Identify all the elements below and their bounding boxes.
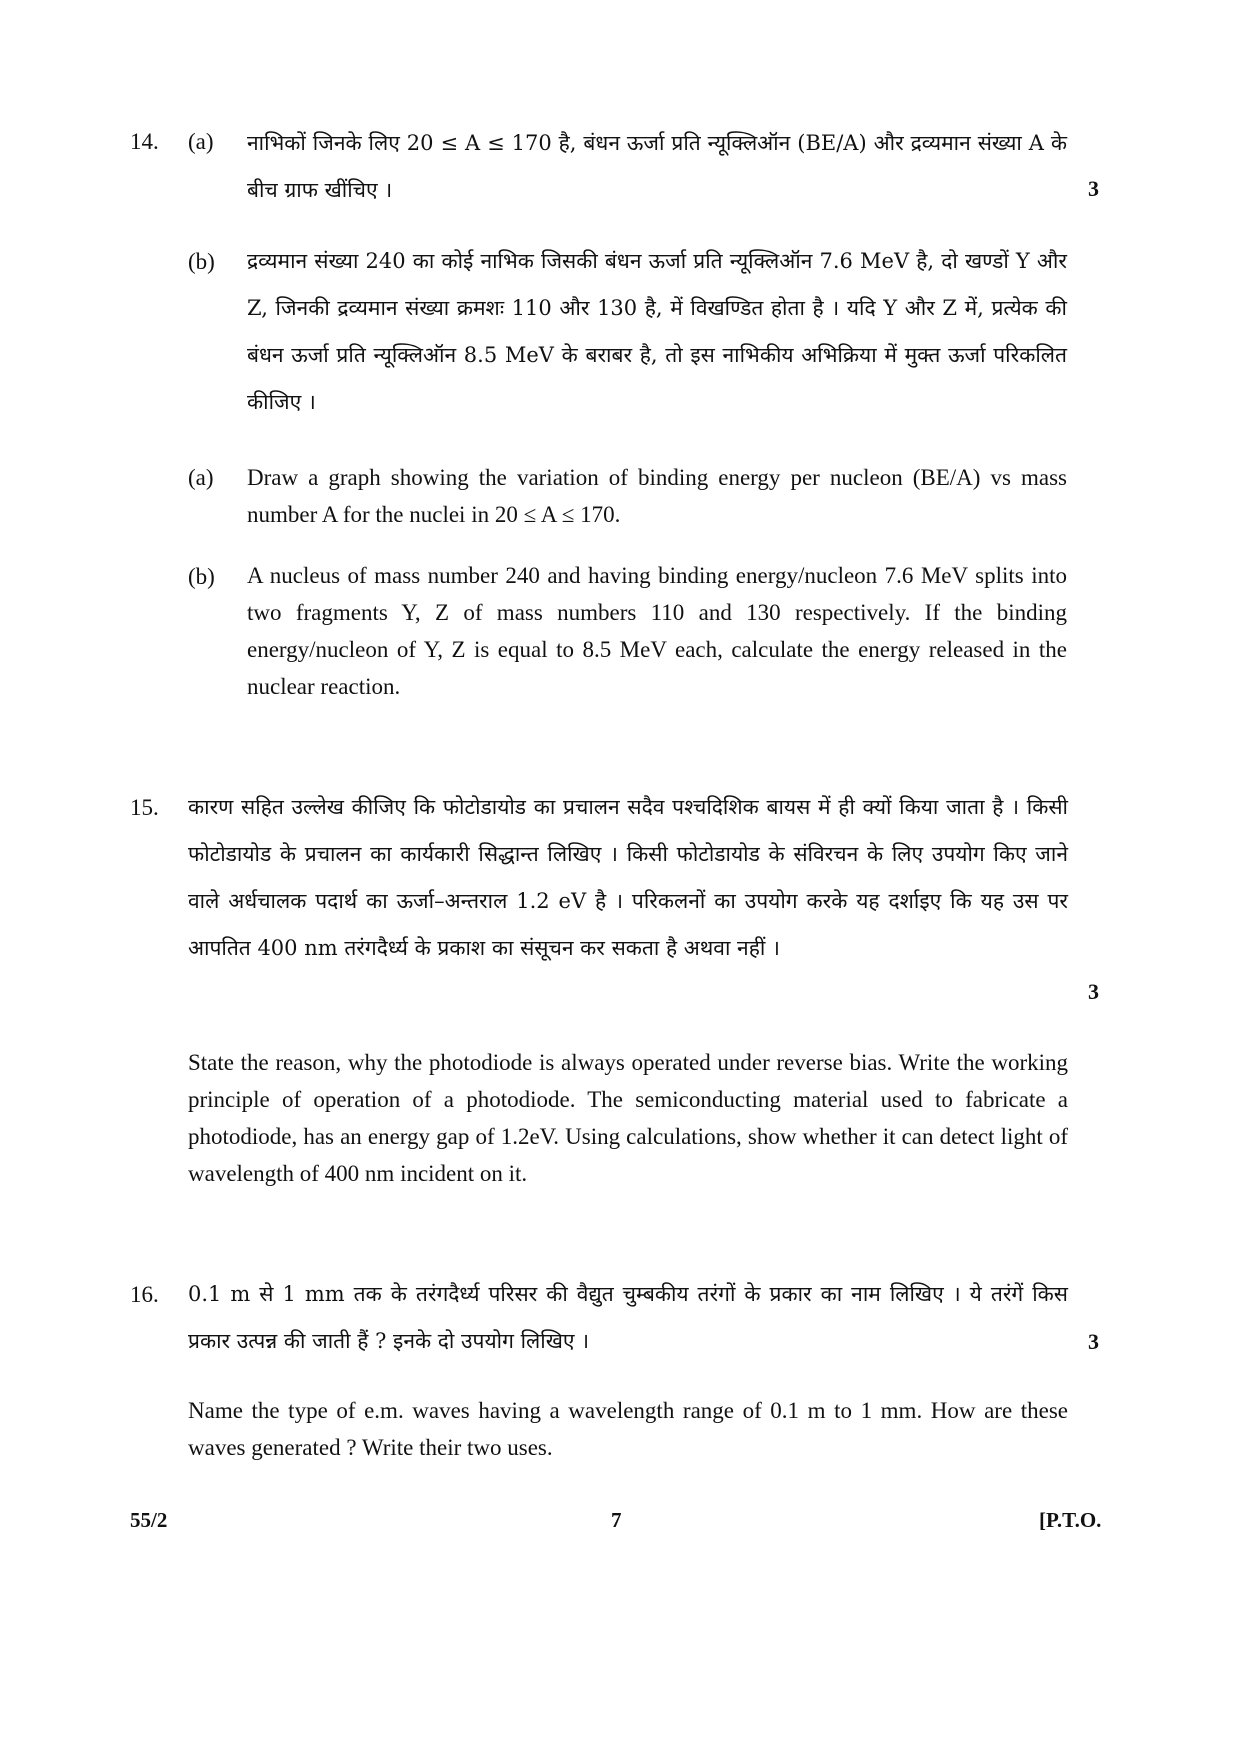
q16-marks: 3 [1088, 1329, 1099, 1354]
q15-hindi-text: कारण सहित उल्लेख कीजिए कि फोटोडायोड का प्रचालन सदैव पश्चदिशिक बायस में ही क्यों किया जाता है । किसी फोटोडायोड के प्रचालन का कार्यकारी सिद्धान्त लिखिए । किसी फोटोडायोड के संविरचन के लिए उपयोग किए जाने वाले अर्धचालक पदार्थ का ऊर्जा–अन्तराल 1.2 eV है । परिकलनों का उपयोग करके यह दर्शाइए कि यह उस पर आपतित 400 nm तरंगदैर्ध्य के प्रकाश का संसूचन कर सकता है अथवा नहीं । [188, 795, 1068, 960]
q14-english-part-b: A nucleus of mass number 240 and having binding energy/nucleon 7.6 MeV splits into two fragments Y, Z of mass numbers 110 and 130 respectively. If the binding energy/nucleon of Y, Z is equal to 8.5 MeV each, calculate the energy released in the nuclear reaction. [247, 563, 1067, 699]
q16-hindi-text: 0.1 m से 1 mm तक के तरंगदैर्ध्य परिसर की वैद्युत चुम्बकीय तरंगों के प्रकार का नाम लिखिए । ये तरंगें किस प्रकार उत्पन्न की जाती हैं ? इनके दो उपयोग लिखिए । [188, 1282, 1068, 1353]
footer-page-number: 7 [611, 1508, 622, 1532]
question-16-number: 16. [130, 1282, 159, 1307]
q14-hindi-part-a: नाभिकों जिनके लिए 20 ≤ A ≤ 170 है, बंधन ऊर्जा प्रति न्यूक्लिऑन (BE/A) और द्रव्यमान संख्या A के बीच ग्राफ खींचिए । [247, 131, 1067, 202]
q14-hi-b-label: (b) [188, 249, 215, 274]
footer-paper-code: 55/2 [130, 1508, 168, 1532]
q14-en-a-label: (a) [188, 465, 214, 490]
question-15-number: 15. [130, 795, 159, 820]
q15-english-text: State the reason, why the photodiode is always operated under reverse bias. Write the working principle of operation of a photodiode. The semiconducting material used to fabricate a photodiode, has an energy gap of 1.2eV. Using calculations, show whether it can detect light of wavelength of 400 nm incident on it. [188, 1050, 1068, 1186]
question-14-number: 14. [130, 129, 159, 154]
q16-english-text: Name the type of e.m. waves having a wavelength range of 0.1 m to 1 mm. How are these waves generated ? Write their two uses. [188, 1398, 1068, 1460]
q15-marks: 3 [1088, 979, 1099, 1004]
q14-hi-a-label: (a) [188, 129, 214, 154]
footer-pto: [P.T.O. [1039, 1508, 1102, 1532]
q14-en-b-label: (b) [188, 564, 215, 589]
q14-english-part-a: Draw a graph showing the variation of binding energy per nucleon (BE/A) vs mass number A for the nuclei in 20 ≤ A ≤ 170. [247, 465, 1067, 527]
q14-marks: 3 [1088, 176, 1099, 201]
q14-hindi-part-b: द्रव्यमान संख्या 240 का कोई नाभिक जिसकी बंधन ऊर्जा प्रति न्यूक्लिऑन 7.6 MeV है, दो खण्डों Y और Z, जिनकी द्रव्यमान संख्या क्रमशः 110 और 130 है, में विखण्डित होता है । यदि Y और Z में, प्रत्येक की बंधन ऊर्जा प्रति न्यूक्लिऑन 8.5 MeV के बराबर है, तो इस नाभिकीय अभिक्रिया में मुक्त ऊर्जा परिकलित कीजिए । [247, 249, 1067, 414]
